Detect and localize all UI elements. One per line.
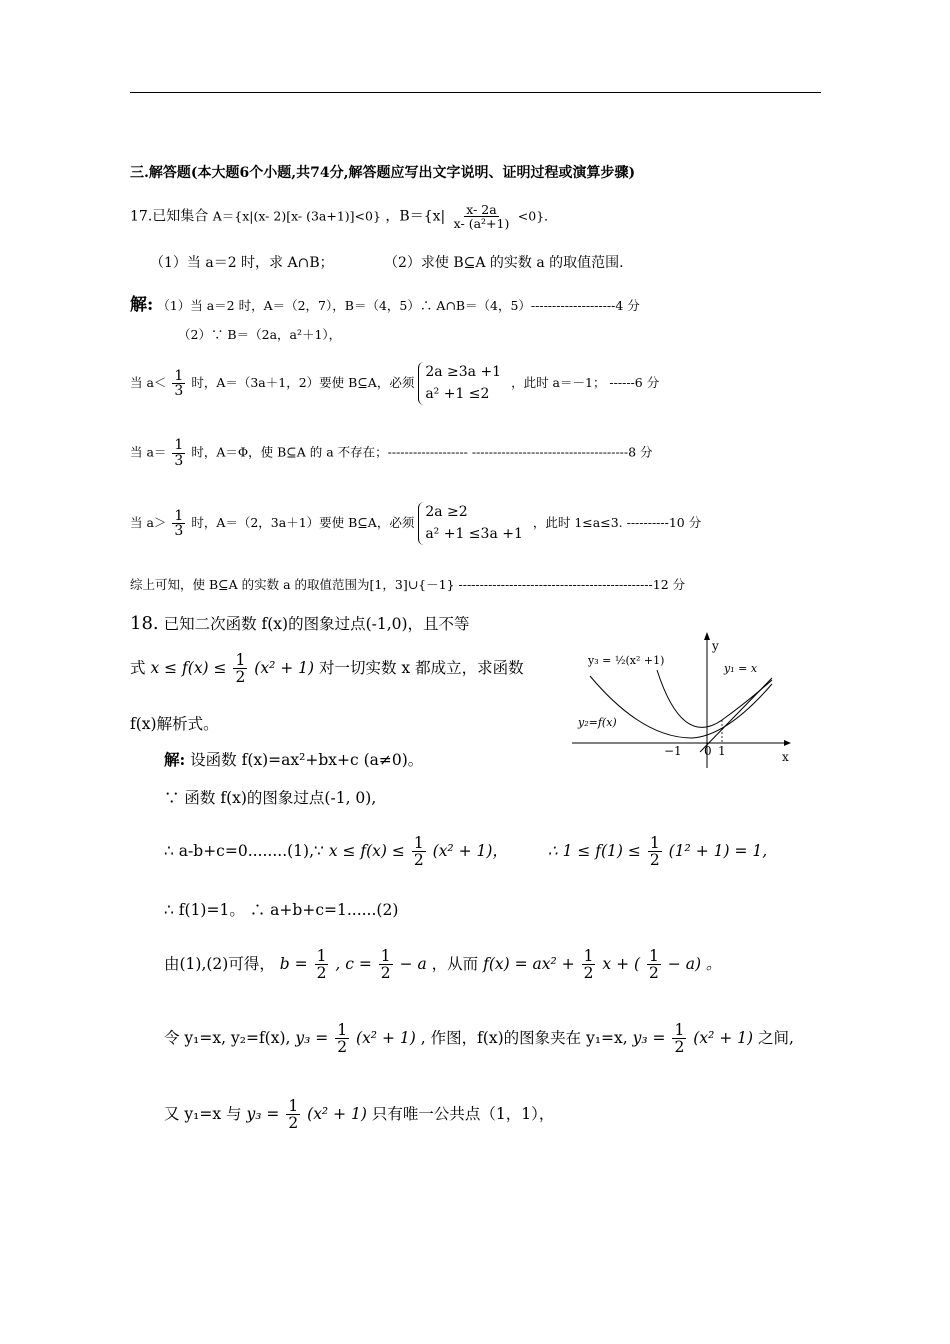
q17-summary: 综上可知，使 B⊆A 的实数 a 的取值范围为[1，3]∪{－1} ----------------------------------------------12 分	[130, 577, 686, 592]
fraction-numerator: 1	[235, 651, 246, 669]
q17-set-b-fraction	[452, 203, 512, 230]
line-4-prefix: 令 y₁=x, y₂=f(x),	[164, 1028, 291, 1047]
case-3-middle: 时，A＝（2，3a＋1）要使 B⊆A，必须	[191, 515, 415, 531]
curve-y2-parabola	[590, 676, 772, 738]
line-3-f-middle: x + (	[602, 954, 641, 973]
fraction-denominator: 2	[380, 964, 391, 983]
case-3-system	[418, 502, 529, 545]
fraction-denominator: 2	[288, 1114, 299, 1133]
case-3-prefix: 当 a＞	[130, 515, 167, 531]
q18-line-4	[164, 1022, 794, 1056]
line-3-c-right: − a	[399, 954, 427, 973]
q17-solution-2: （2）∵ B＝（2a，a²＋1），	[178, 327, 342, 342]
solution-label: 解:	[164, 750, 186, 769]
q17-set-a: A＝{x|(x- 2)[x- (3a+1)]<0}	[212, 208, 381, 224]
line-5-y3: y₃ =	[246, 1104, 280, 1123]
line-1-inequality: x ≤ f(x) ≤	[328, 841, 405, 860]
label-y1: y₁ = x	[724, 662, 758, 675]
line-5-prefix: 又 y₁=x 与	[164, 1104, 242, 1123]
line-1-therefore: ∴ 1 ≤ f(1) ≤	[547, 841, 641, 860]
solution-step-1: （1）当 a＝2 时，A＝（2，7），B＝（4，5）∴ A∩B＝（4，5）--------------------4 分	[157, 298, 640, 313]
case-2-prefix: 当 a＝	[130, 444, 167, 460]
q18-because-line: ∵ 函数 f(x)的图象过点(-1, 0),	[164, 789, 377, 807]
tick-1: 1	[718, 744, 726, 758]
q18-label: 18.	[130, 613, 159, 634]
line-1-inequality-right: (x² + 1)，	[432, 841, 508, 860]
label-y2: y₂=f(x)	[578, 716, 617, 729]
line-4-y3-repeat: y₃ =	[632, 1028, 666, 1047]
x-axis-arrow-icon	[784, 740, 791, 746]
solution-intro-text: 设函数 f(x)=ax²+bx+c (a≠0)。	[190, 751, 424, 769]
line-4-y3-right: (x² + 1)	[356, 1028, 416, 1047]
q17-label: 17.已知集合	[130, 208, 209, 225]
case-1-system	[418, 362, 507, 405]
case-1-middle: 时，A＝（3a＋1，2）要使 B⊆A，必须	[191, 375, 415, 391]
line-3-prefix: 由(1),(2)可得，	[164, 954, 275, 973]
line-5-y3-right: (x² + 1)	[307, 1104, 367, 1123]
one-half-fraction	[672, 1022, 686, 1056]
system-line-2: a² +1 ≤3a +1	[425, 525, 523, 542]
fraction-denominator: 3	[174, 452, 184, 469]
line-1-prefix: ∴ a-b+c=0........(1),∵	[164, 841, 324, 860]
one-half-fraction	[233, 652, 247, 686]
one-third-fraction	[172, 369, 185, 399]
fraction-denominator: 3	[174, 383, 184, 400]
fraction-denominator: 2	[583, 964, 594, 983]
fraction-numerator: 1	[674, 1021, 685, 1039]
line-3-b: b =	[279, 954, 308, 973]
fraction-denominator: 2	[235, 668, 246, 687]
q17-case-1	[130, 362, 659, 405]
case-2-suffix: 时，A＝Φ，使 B⊆A 的 a 不存在；------------------- -------------------------------------8 分	[191, 444, 653, 460]
q17-set-b-prefix: ，B＝{x|	[385, 208, 446, 225]
line-1-therefore-right: (1² + 1) = 1,	[668, 841, 768, 860]
q18-line-2: ∴ f(1)=1。 ∴ a+b+c=1......(2)	[164, 901, 399, 919]
case-1-prefix: 当 a＜	[130, 375, 167, 391]
fraction-numerator: 1	[174, 367, 184, 384]
q18-stem-1	[130, 612, 470, 634]
system-line-1: 2a ≥3a +1	[425, 364, 502, 380]
system-line-1: 2a ≥2	[425, 504, 468, 520]
q17-set-b-suffix: <0}．	[517, 208, 557, 224]
line-3-f-right: − a) 。	[667, 954, 722, 973]
fraction-denominator: 2	[413, 851, 424, 870]
axis-x-label: x	[782, 750, 789, 764]
fraction-denominator: 2	[337, 1038, 348, 1057]
q18-line-3	[164, 948, 721, 982]
header-rule	[130, 92, 821, 93]
q17-case-2	[130, 438, 653, 468]
function-graph-figure	[572, 628, 802, 768]
fraction-numerator: 1	[174, 507, 184, 524]
line-3-from: ，从而	[431, 954, 479, 973]
tick-neg-1: −1	[664, 744, 682, 758]
one-half-fraction	[286, 1098, 300, 1132]
q17-stem	[130, 203, 557, 230]
one-half-fraction	[582, 948, 596, 982]
fraction-numerator: 1	[337, 1021, 348, 1039]
one-half-fraction	[648, 835, 662, 869]
fraction-numerator: 1	[316, 947, 327, 965]
q18-stem-1-text: 已知二次函数 f(x)的图象过点(-1,0)，且不等	[163, 615, 470, 633]
fraction-denominator: 2	[316, 964, 327, 983]
one-half-fraction	[379, 948, 393, 982]
case-1-suffix: ，此时 a＝－1； ------6 分	[511, 375, 660, 391]
fraction-denominator: 2	[648, 964, 659, 983]
fraction-numerator: 1	[649, 834, 660, 852]
line-4-y3-right-repeat: (x² + 1)	[693, 1028, 754, 1047]
line-3-c: , c =	[335, 954, 372, 973]
axis-y-label: y	[712, 639, 719, 653]
curve-y3-parabola	[657, 670, 772, 727]
fraction-numerator: 1	[174, 437, 184, 453]
q18-line-5	[164, 1098, 554, 1132]
fraction-numerator: 1	[583, 947, 594, 965]
one-third-fraction	[172, 438, 185, 468]
q17-solution-1	[130, 290, 640, 315]
section-title: 三.解答题(本大题6个小题,共74分,解答题应写出文字说明、证明过程或演算步骤)	[130, 165, 636, 181]
fraction-numerator: 1	[380, 947, 391, 965]
fraction-numerator: 1	[288, 1097, 299, 1115]
q17-part-2: （2）求使 B⊆A 的实数 a 的取值范围.	[384, 255, 624, 271]
line-3-f: f(x) = ax² +	[483, 954, 575, 973]
one-third-fraction	[172, 509, 185, 539]
fraction-denominator: 3	[174, 523, 184, 540]
line-5-suffix: 只有唯一公共点（1，1），	[371, 1104, 555, 1123]
q18-stem-2-suffix: 对一切实数 x 都成立，求函数	[318, 658, 524, 677]
q18-solution-intro	[164, 748, 423, 770]
label-y3: y₃ = ½(x² +1)	[588, 654, 665, 667]
q18-stem-3: f(x)解析式。	[130, 715, 219, 733]
tick-0: 0	[704, 744, 712, 758]
q17-part-1: （1）当 a＝2 时，求 A∩B；	[150, 255, 334, 271]
fraction-denominator: 2	[674, 1038, 685, 1057]
q17-case-3	[130, 502, 701, 545]
one-half-fraction	[647, 948, 661, 982]
solution-label: 解:	[130, 295, 154, 315]
fraction-numerator: 1	[648, 947, 659, 965]
fraction-denominator: x- (a²+1)	[453, 216, 510, 232]
q18-inequality-left: x ≤ f(x) ≤	[150, 658, 227, 677]
one-half-fraction	[412, 835, 426, 869]
system-line-2: a² +1 ≤2	[425, 385, 490, 402]
line-4-y3: y₃ =	[295, 1028, 329, 1047]
q18-inequality-right: (x² + 1)	[254, 658, 315, 677]
q18-line-1	[164, 835, 767, 869]
q18-stem-2-prefix: 式	[130, 658, 146, 677]
q18-stem-2	[130, 652, 524, 686]
one-half-fraction	[335, 1022, 349, 1056]
one-half-fraction	[315, 948, 329, 982]
line-4-middle: , 作图，f(x)的图象夹在 y₁=x,	[420, 1028, 628, 1047]
fraction-numerator: x- 2a	[466, 202, 497, 217]
fraction-numerator: 1	[413, 834, 424, 852]
line-4-suffix: 之间,	[757, 1028, 794, 1047]
fraction-denominator: 2	[649, 851, 660, 870]
case-3-suffix: ，此时 1≤a≤3. ----------10 分	[532, 515, 702, 531]
y-axis-arrow-icon	[704, 632, 710, 640]
